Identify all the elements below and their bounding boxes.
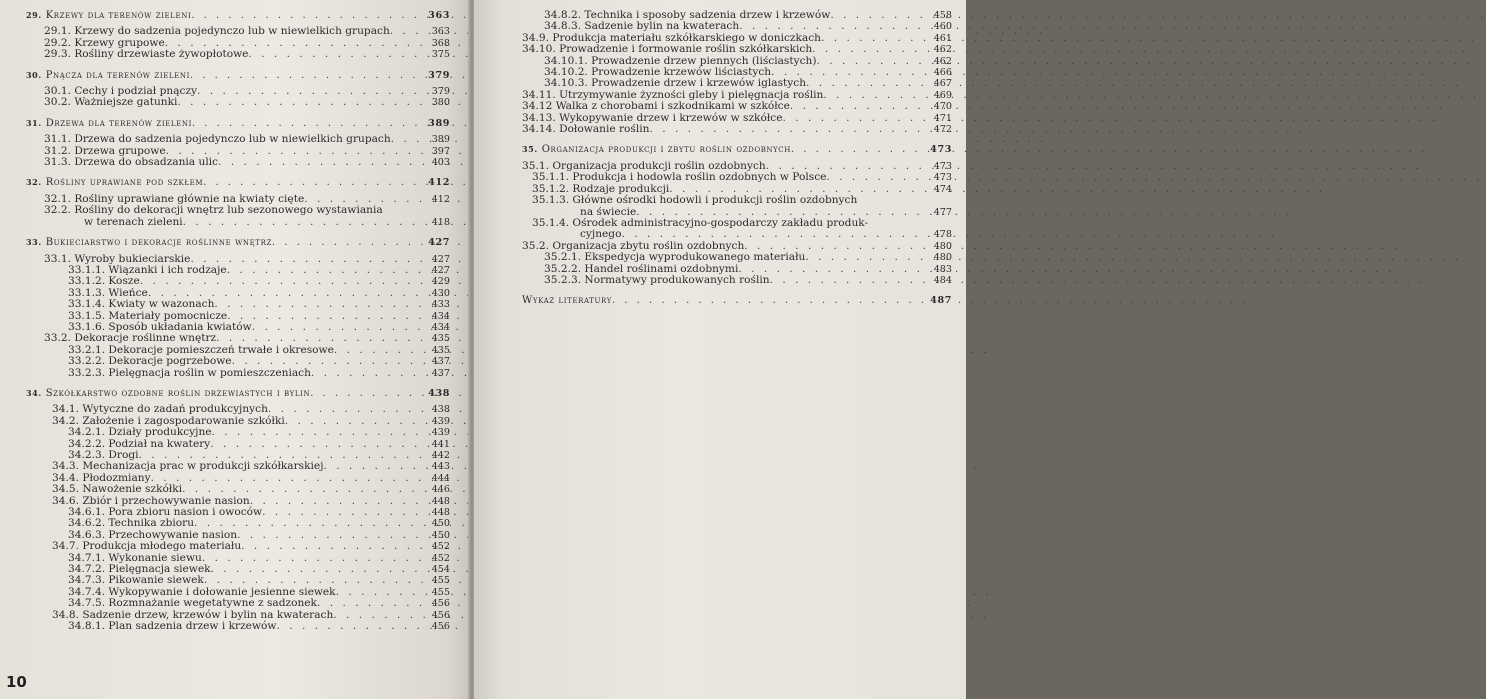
toc-entry [26,205,450,216]
dot-leader [649,124,930,135]
toc-entry-title: 34.6.2. Technika zbioru [68,517,195,530]
toc-entry [522,252,952,263]
toc-entry-title: 34.6.3. Przechowywanie nasion [68,528,238,541]
toc-entry [26,134,450,145]
toc-entry-title: 29.1. Krzewy do sadzenia pojedynczo lub w niewielkich grupach [44,25,390,38]
toc-entry-title: 34.2.2. Podział na kwatery [68,437,211,450]
dot-leader [218,157,428,168]
toc-entry-page: 433 [431,299,450,311]
toc-entry-page: 363 [431,26,450,38]
chapter-number: 33. [26,237,42,248]
toc-entry-title: 35.1.4. Ośrodek administracyjno-gospodarczy zakładu produk- [532,216,869,229]
toc-entry-title: 35.2.3. Normatywy produkowanych roślin [544,273,770,286]
toc-entry-title: 31.2. Drzewa grupowe [44,144,166,157]
toc-entry-title: 34.12 Walka z chorobami i szkodnikami w szkółce [522,100,790,113]
toc-entry-page: 484 [933,274,952,286]
toc-entry-title: 34.14. Dołowanie roślin [522,123,650,136]
toc-entry-title: 35.1. Organizacja produkcji roślin ozdobnych [522,159,766,172]
toc-entry-page: 427 [431,253,450,265]
toc-entry-page: 389 [428,117,450,129]
toc-entry-page: 375 [431,49,450,61]
toc-entry-page: 480 [933,252,952,264]
toc-entry-title: 33.2.1. Dekoracje pomieszczeń trwałe i okresowe [68,343,334,356]
chapter-number: 30. [26,69,42,80]
toc-entry-page: 471 [933,112,952,124]
dot-leader [272,237,428,248]
toc-entry-page: 466 [933,67,952,79]
chapter-number: 34. [26,387,42,398]
toc-entry-title: Pnącza dla terenów zieleni [45,69,190,81]
toc-entry-title: 34.4. Płodozmiany [52,471,151,484]
page-number: 10 [6,673,27,691]
toc-entry-page: 429 [431,276,450,288]
toc-entry-title: 34.10.2. Prowadzenie krzewów liściastych [544,66,772,79]
toc-entry-title: 34.10. Prowadzenie i formowanie roślin szkółkarskich [522,43,813,56]
toc-entry-page: 456 [431,609,450,621]
toc-entry-page: 434 [431,321,450,333]
toc-entry-title: 32.2. Rośliny do dekoracji wnętrz lub sezonowego wystawiania [44,204,383,217]
dot-leader [391,134,428,145]
toc-entry-title: 35.2.1. Ekspedycja wyprodukowanego materiału [544,251,806,264]
toc-entry-title: na świecie [580,205,637,218]
toc-entry-title: Drzewa dla terenów zieleni [45,117,192,129]
toc-entry-title: 34.10.3. Prowadzenie drzew i krzewów iglastych [544,77,807,90]
toc-entry-title: 34.7.1. Wykonanie siewu [68,551,202,564]
toc-chapter [26,118,450,129]
toc-entry-title: 34.7. Produkcja młodego materiału [52,540,242,553]
toc-entry-page: 444 [431,472,450,484]
toc-entry-title: 34.13. Wykopywanie drzew i krzewów w szkółce [522,111,783,124]
dot-leader [790,101,930,112]
toc-entry-page: 448 [431,507,450,519]
toc-entry [522,101,952,112]
toc-entry-page: 452 [431,541,450,553]
dot-leader [770,275,930,286]
toc-entry-page: 430 [431,287,450,299]
toc-entry-title: 30.2. Ważniejsze gatunki [44,96,178,109]
toc-entry-title: 33.1.2. Kosze [68,275,140,288]
toc-entry [26,49,450,60]
toc-entry-title: 34.7.2. Pielęgnacja siewek [68,563,211,576]
toc-entry-title: 33.2.2. Dekoracje pogrzebowe [68,355,232,368]
toc-entry-page: 443 [431,461,450,473]
chapter-number: 29. [26,10,42,20]
dot-leader [826,172,930,183]
toc-entry-title: 29.2. Krzewy grupowe [44,36,165,49]
toc-entry-title: 34.2. Założenie i zagospodarowanie szkółki [52,414,285,427]
toc-entry-title: 34.2.1. Działy produkcyjne [68,426,212,439]
toc-entry-title: Rośliny uprawiane pod szkłem [45,177,204,189]
left-page [0,0,470,699]
toc-entry [522,229,952,240]
toc-entry-title: Bukieciarstwo i dekoracje roślinne wnętrz [45,237,272,249]
toc-entry-title: 34.7.3. Pikowanie siewek [68,574,204,587]
toc-entry-page: 446 [431,484,450,496]
toc-entry-title: 33.1.6. Sposób układania kwiatów [68,320,252,333]
toc-entry [26,598,450,609]
toc-entry-title: 34.6. Zbiór i przechowywanie nasion [52,494,250,507]
toc-entry-page: 439 [431,415,450,427]
toc-entry-title: 34.11. Utrzymywanie żyzności gleby i pielęgnacja roślin [522,88,824,101]
toc-entry-page: 469 [933,89,952,101]
toc-entry-title: Wykaz literatury [522,295,612,307]
dot-leader [310,388,428,399]
toc-entry-page: 478 [933,229,952,241]
toc-entry-page: 438 [428,387,450,399]
toc-entry-page: 462 [933,55,952,67]
dot-leader [214,299,428,310]
toc-entry-page: 412 [431,193,450,205]
toc-entry-page: 460 [933,21,952,33]
chapter-number: 32. [26,177,42,188]
toc-entry-page: 389 [431,134,450,146]
toc-entry-title: 35.2. Organizacja zbytu roślin ozdobnych [522,239,745,252]
toc-entry-title: 34.2.3. Drogi [68,449,139,461]
toc-entry-title: 33.1.3. Wieńce [68,286,148,299]
toc-entry-title: Szkółkarstwo ozdobne roślin drzewiastych i bylin [45,387,311,399]
toc-entry-page: 397 [431,145,450,157]
toc-entry-page: 441 [431,438,450,450]
toc-entry-title: 34.8. Sadzenie drzew, krzewów i bylin na kwaterach [52,608,334,621]
toc-right [522,10,952,307]
toc-entry-title: 31.1. Drzewa do sadzenia pojedynczo lub w niewielkich grupach [44,133,391,146]
chapter-number: 31. [26,117,42,128]
toc-entry-page: 462 [933,44,952,56]
toc-entry-title: 34.7.5. Rozmnażanie wegetatywne z sadzonek [68,597,317,610]
toc-entry-title: 34.8.3. Sadzenie bylin na kwaterach [544,20,740,33]
dot-leader [612,295,930,306]
toc-entry [26,299,450,310]
toc-entry-title: 34.3. Mechanizacja prac w produkcji szkółkarskiej [52,460,324,473]
toc-chapter [26,237,450,248]
dot-leader [212,427,428,438]
toc-entry-title: 33.1.4. Kwiaty w wazonach [68,298,215,311]
toc-entry-page: 442 [431,450,450,461]
dot-leader [812,44,930,55]
toc-entry [26,157,450,168]
toc-entry-title: cyjnego [580,228,622,241]
toc-entry-page: 455 [431,575,450,587]
toc-entry-title: 31.3. Drzewa do obsadzania ulic [44,156,219,169]
toc-chapter [26,10,450,21]
toc-entry-page: 403 [431,157,450,169]
toc-entry-title: 34.6.1. Pora zbioru nasion i owoców [68,506,263,519]
dot-leader [276,621,428,632]
toc-entry-title: w terenach zieleni [84,215,183,228]
toc-entry-page: 473 [933,172,952,184]
toc-entry-title: 34.10.1. Prowadzenie drzew piennych (liściastych) [544,54,817,67]
toc-entry-title: 35.2.2. Handel roślinami ozdobnymi [544,262,739,275]
toc-entry-page: 455 [431,586,450,598]
toc-entry-title: 34.5. Nawożenie szkółki [52,483,183,496]
toc-chapter [522,295,952,306]
toc-entry-title: 29.3. Rośliny drzewiaste żywopłotowe [44,48,249,61]
toc-entry-page: 480 [933,240,952,252]
toc-entry-page: 439 [431,427,450,439]
dot-leader [192,118,428,129]
toc-entry [26,356,450,367]
toc-entry-page: 456 [431,621,450,633]
toc-entry-page: 418 [431,216,450,228]
toc-left [26,10,450,633]
toc-entry-title: 30.1. Cechy i podział pnączy [44,85,198,98]
toc-entry-title: 34.1. Wytyczne do zadań produkcyjnych [52,403,268,416]
toc-entry-page: 473 [930,144,952,156]
toc-entry-page: 473 [933,160,952,172]
toc-entry-page: 448 [431,495,450,507]
toc-entry [522,172,952,183]
dot-leader [140,276,428,287]
toc-entry-page: 470 [933,101,952,113]
toc-entry-page: 435 [431,333,450,345]
toc-entry-page: 456 [431,598,450,610]
toc-entry [26,484,450,495]
toc-entry-title: 34.8.2. Technika i sposoby sadzenia drzew i krzewów [544,9,831,21]
dot-leader [311,368,428,379]
dot-leader [621,229,930,240]
toc-entry-title: 34.9. Produkcja materiału szkółkarskiego w doniczkach [522,31,821,44]
chapter-number: 35. [522,144,538,155]
toc-entry-title: 34.7.4. Wykopywanie i dołowanie jesienne siewek [68,585,336,598]
toc-entry-page: 437 [431,367,450,379]
dot-leader [317,598,428,609]
toc-entry-title: 33.1.1. Wiązanki i ich rodzaje [68,263,227,276]
toc-entry-page: 379 [428,69,450,81]
toc-entry-page: 412 [428,177,450,189]
toc-entry-page: 380 [431,97,450,109]
toc-entry-page: 435 [431,344,450,356]
dot-leader [805,252,930,263]
toc-entry-page: 483 [933,263,952,275]
toc-entry-title: 33.2.3. Pielęgnacja roślin w pomieszczeniach [68,366,311,379]
dot-leader [203,177,428,188]
toc-entry-title: 33.2. Dekoracje roślinne wnętrz [44,332,217,345]
toc-entry-page: 477 [933,206,952,218]
toc-entry [26,621,450,632]
toc-entry-page: 368 [431,37,450,49]
toc-entry [522,195,952,206]
toc-chapter [522,144,952,155]
toc-entry-title: 35.1.3. Główne ośrodki hodowli i produkcji roślin ozdobnych [532,194,858,207]
toc-chapter [26,177,450,188]
toc-chapter [26,388,450,399]
toc-entry-title: 35.1.2. Rodzaje produkcji [532,182,670,195]
toc-entry-title: 35.1.1. Produkcja i hodowla roślin ozdobnych w Polsce [532,171,827,184]
right-page [474,0,966,699]
dot-leader [191,10,428,21]
toc-entry-title: 34.8.1. Plan sadzenia drzew i krzewów [68,620,277,633]
toc-entry-title: 32.1. Rośliny uprawiane głównie na kwiaty cięte [44,192,305,205]
toc-entry [26,217,450,228]
toc-entry-title: Krzewy dla terenów zieleni [45,10,192,21]
toc-entry-page: 438 [431,404,450,416]
toc-entry [26,427,450,438]
toc-entry-page: 461 [933,32,952,44]
toc-entry-page: 458 [933,10,952,21]
toc-entry-page: 379 [431,86,450,98]
dot-leader [248,49,428,60]
toc-entry-page: 434 [431,310,450,322]
dot-leader [241,541,428,552]
toc-entry-title: Organizacja produkcji i zbytu roślin ozdobnych [541,144,791,156]
toc-entry [26,276,450,287]
toc-entry-page: 474 [933,183,952,195]
toc-entry-page: 467 [933,78,952,90]
toc-entry [26,541,450,552]
toc-entry-page: 454 [431,564,450,576]
toc-entry [26,368,450,379]
dot-leader [791,144,930,155]
toc-entry-page: 450 [431,529,450,541]
toc-entry-page: 363 [428,10,450,21]
dot-leader [190,70,428,81]
toc-entry-page: 437 [431,356,450,368]
toc-entry [522,124,952,135]
toc-entry-page: 487 [930,295,952,307]
dot-leader [177,97,428,108]
toc-entry-page: 450 [431,518,450,530]
toc-chapter [26,70,450,81]
toc-entry [26,97,450,108]
toc-entry-title: 33.1. Wyroby bukieciarskie [44,252,191,265]
dot-leader [183,217,428,228]
toc-entry-page: 427 [431,264,450,276]
toc-entry-page: 452 [431,552,450,564]
toc-entry-page: 427 [428,237,450,249]
toc-entry-title: 33.1.5. Materiały pomocnicze [68,309,228,322]
dot-leader [232,356,428,367]
toc-entry [522,275,952,286]
toc-entry-page: 472 [933,124,952,136]
toc-entry [522,44,952,55]
dot-leader [182,484,428,495]
